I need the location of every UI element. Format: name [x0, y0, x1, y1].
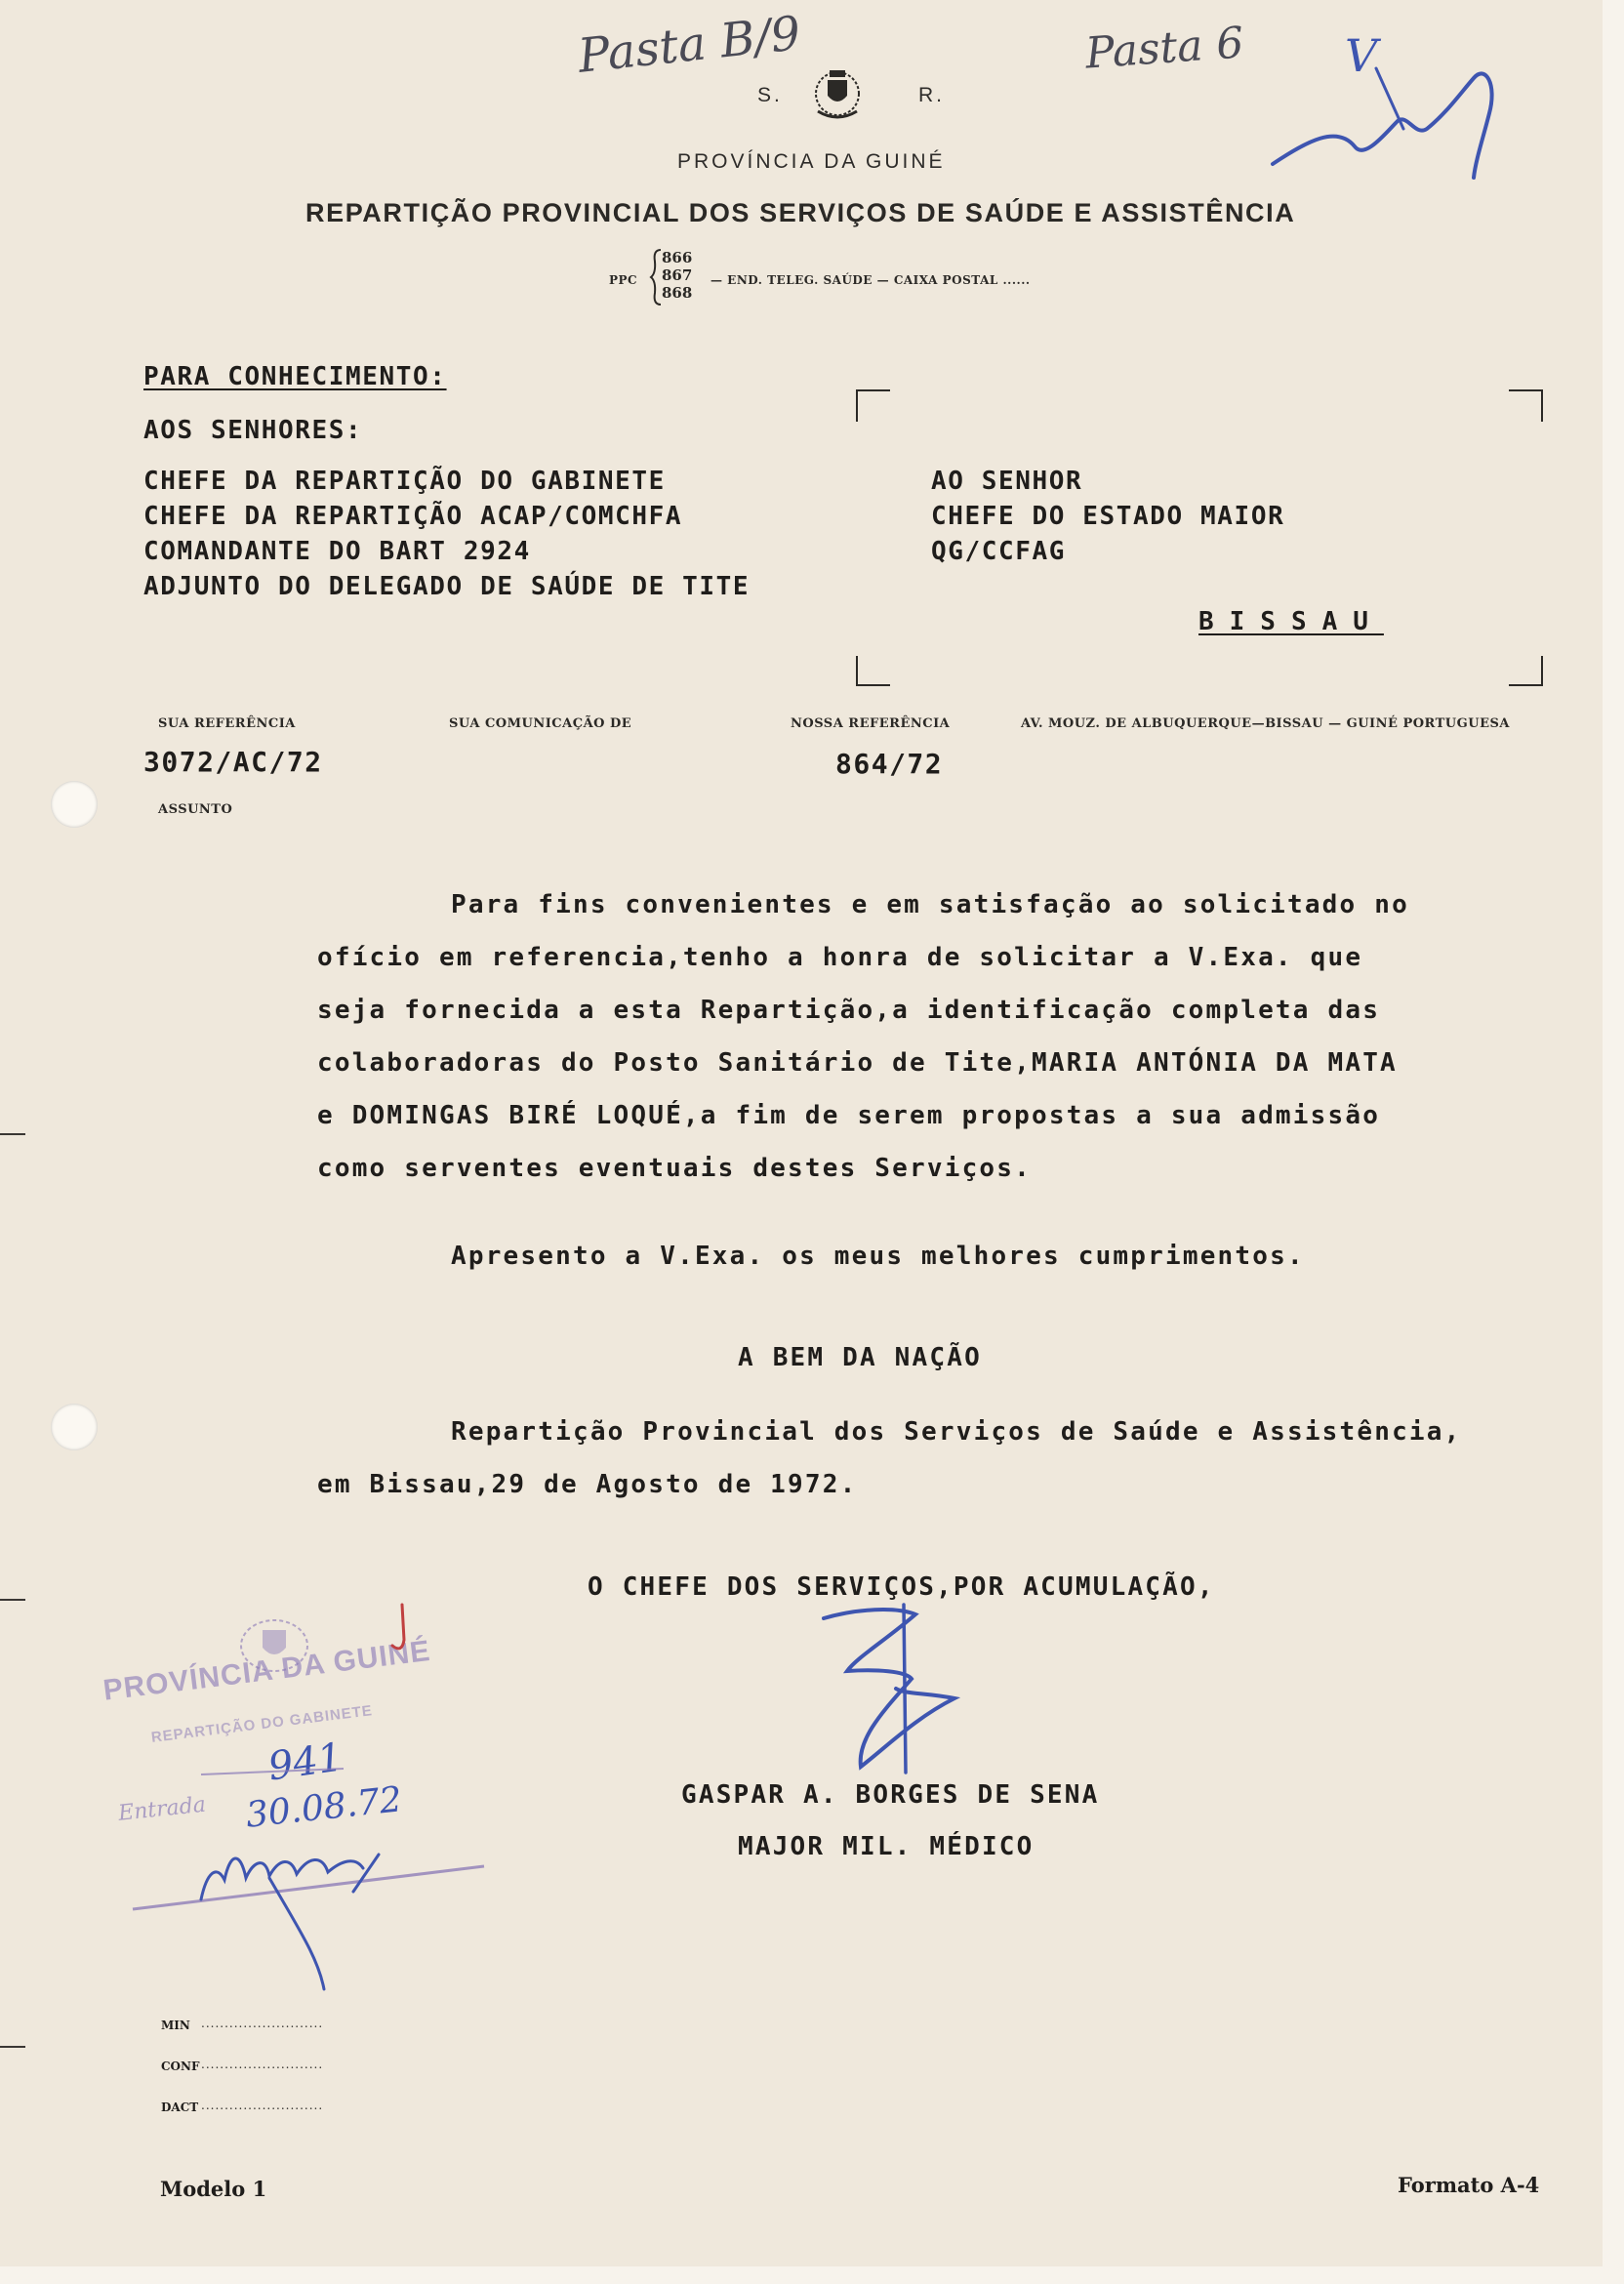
body-line-4: colaboradoras do Posto Sanitário de Tite,MARIA ANTÓNIA DA MATA: [317, 1048, 1398, 1078]
entry-stamp-date: 30.08.72: [244, 1779, 404, 1836]
field-min-dots: ..........................: [201, 2017, 324, 2030]
body-line-6: como serventes eventuais destes Serviços.: [317, 1154, 1032, 1183]
ppc-label: PPC: [609, 273, 638, 287]
recipient-line-2: CHEFE DA REPARTIÇÃO ACAP/COMCHFA: [143, 502, 683, 531]
main-addressee-line-1: AO SENHOR: [931, 467, 1083, 496]
recipient-line-3: COMANDANTE DO BART 2924: [143, 537, 531, 566]
salutation-line: A BEM DA NAÇÃO: [738, 1343, 982, 1372]
knowledge-heading: PARA CONHECIMENTO:: [143, 362, 447, 391]
entry-stamp-number: 941: [265, 1734, 346, 1790]
body-line-1: Para fins convenientes e em satisfação ao solicitado no: [451, 890, 1409, 919]
signatory-rank: MAJOR MIL. MÉDICO: [738, 1832, 1035, 1861]
punch-hole-bottom: [51, 1404, 98, 1450]
our-reference-value: 864/72: [835, 748, 944, 780]
coat-of-arms-emblem: [806, 64, 869, 127]
paper-edge-bottom: [0, 2266, 1624, 2284]
body-line-2: ofício em referencia,tenho a honra de solicitar a V.Exa. que: [317, 943, 1363, 972]
signatory-name: GASPAR A. BORGES DE SENA: [681, 1780, 1100, 1810]
punch-hole-top: [51, 781, 98, 828]
checkmark-annotation: [388, 1601, 418, 1659]
field-conf-dots: ..........................: [201, 2058, 324, 2071]
ppc-brace: [649, 248, 663, 306]
handwritten-signature: [818, 1601, 994, 1776]
letterhead-s: S.: [757, 84, 783, 106]
your-communication-label: SUA COMUNICAÇÃO DE: [449, 716, 632, 731]
handwritten-note-left: Pasta B/9: [575, 6, 803, 84]
main-addressee-line-3: QG/CCFAG: [931, 537, 1067, 566]
field-conf-label: CONF: [161, 2060, 200, 2073]
subject-label: ASSUNTO: [158, 802, 233, 817]
province-heading: PROVÍNCIA DA GUINÉ: [677, 150, 946, 173]
body-line-3: seja fornecida a esta Repartição,a identificação completa das: [317, 996, 1381, 1025]
greeting-line: Apresento a V.Exa. os meus melhores cumprimentos.: [451, 1242, 1305, 1271]
telegraph-address: — END. TELEG. SAÚDE — CAIXA POSTAL ......: [710, 273, 1031, 287]
addressees-heading: AOS SENHORES:: [143, 416, 363, 445]
ppc-number-1: 866: [662, 249, 693, 266]
format-label: Formato A-4: [1398, 2173, 1540, 2197]
place-line-1: Repartição Provincial dos Serviços de Saúde e Assistência,: [451, 1417, 1462, 1447]
ppc-number-3: 868: [662, 284, 693, 302]
department-heading: REPARTIÇÃO PROVINCIAL DOS SERVIÇOS DE SAÚDE E ASSISTÊNCIA: [305, 198, 1296, 227]
field-dact-dots: ..........................: [201, 2099, 324, 2112]
ppc-number-2: 867: [662, 266, 693, 284]
your-reference-label: SUA REFERÊNCIA: [158, 716, 296, 731]
fold-mark-2: [0, 1599, 25, 1601]
body-line-5: e DOMINGAS BIRÉ LOQUÉ,a fim de serem propostas a sua admissão: [317, 1101, 1381, 1130]
signatory-title: O CHEFE DOS SERVIÇOS,POR ACUMULAÇÃO,: [588, 1572, 1215, 1602]
entry-stamp-line-1: PROVÍNCIA DA GUINÉ: [102, 1634, 432, 1707]
fold-mark-3: [0, 2046, 25, 2048]
destination-city: BISSAU: [1198, 607, 1384, 636]
model-label: Modelo 1: [160, 2177, 267, 2201]
entry-stamp-signature: [123, 1763, 494, 1997]
place-line-2: em Bissau,29 de Agosto de 1972.: [317, 1470, 858, 1499]
fold-mark-1: [0, 1133, 25, 1135]
field-min-label: MIN: [161, 2019, 190, 2032]
handwritten-note-right: V: [1345, 29, 1378, 82]
paper-edge-right: [1603, 0, 1624, 2284]
field-dact-label: DACT: [161, 2100, 199, 2114]
entry-stamp-line-2: REPARTIÇÃO DO GABINETE: [150, 1702, 374, 1746]
main-addressee-line-2: CHEFE DO ESTADO MAIOR: [931, 502, 1285, 531]
sender-address: AV. MOUZ. DE ALBUQUERQUE—BISSAU — GUINÉ PORTUGUESA: [1021, 716, 1510, 731]
handwritten-note-middle: Pasta 6: [1083, 18, 1245, 79]
handwritten-initials: [1269, 39, 1522, 185]
recipient-line-1: CHEFE DA REPARTIÇÃO DO GABINETE: [143, 467, 666, 496]
recipient-line-4: ADJUNTO DO DELEGADO DE SAÚDE DE TITE: [143, 572, 751, 601]
entry-stamp-entry-label: Entrada: [117, 1792, 208, 1826]
letterhead-r: R.: [918, 84, 945, 106]
our-reference-label: NOSSA REFERÊNCIA: [791, 716, 951, 731]
your-reference-value: 3072/AC/72: [143, 746, 323, 778]
